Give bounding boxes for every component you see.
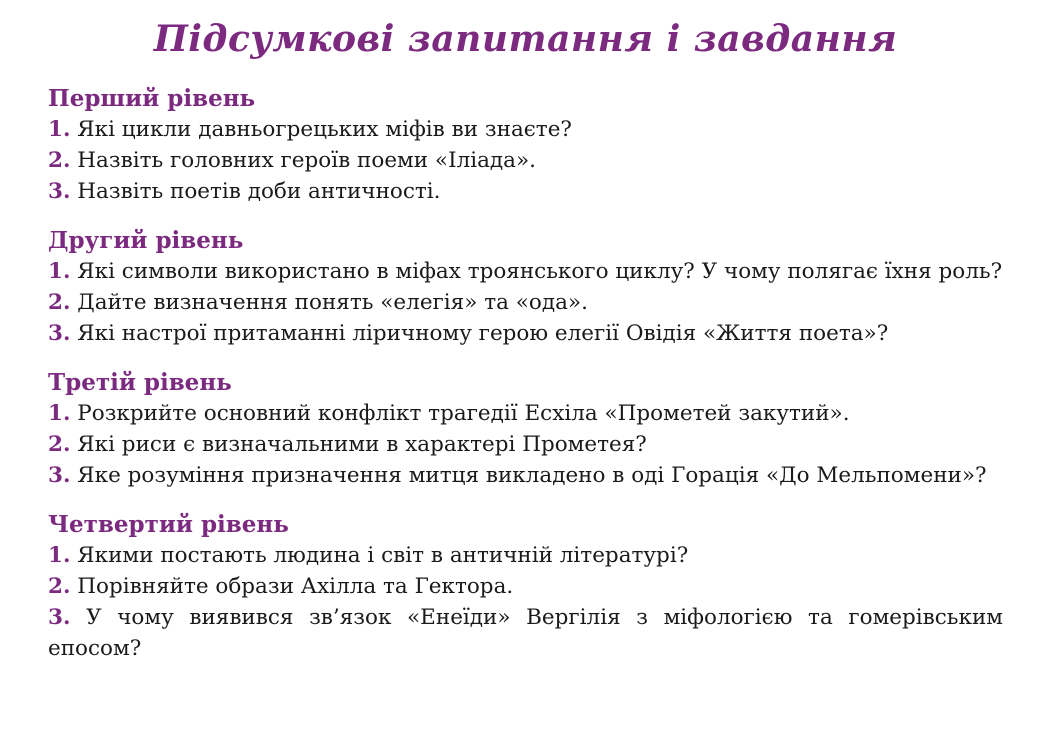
level-section-4 [48, 510, 1003, 664]
question-item [48, 429, 1003, 460]
question-item [48, 460, 1003, 491]
question-text: Порівняйте образи Ахілла та Гектора. [77, 574, 514, 599]
question-text: Яке розуміння призначення митця викладено в оді Горація «До Мельпомени»? [77, 463, 987, 488]
question-text: Які настрої притаманні ліричному герою елегії Овідія «Життя поета»? [77, 321, 889, 346]
question-text: Назвіть головних героїв поеми «Іліада». [77, 148, 536, 173]
question-number: 1. [48, 259, 71, 284]
question-number: 3. [48, 321, 71, 346]
question-item [48, 176, 1003, 207]
question-text: Дайте визначення понять «елегія» та «ода». [77, 290, 588, 315]
question-number: 1. [48, 401, 71, 426]
question-item [48, 602, 1003, 664]
question-number: 3. [48, 179, 71, 204]
question-item [48, 571, 1003, 602]
page-title: Підсумкові запитання і завдання [153, 18, 898, 60]
level-heading: Четвертий рівень [48, 511, 289, 538]
question-text: Розкрийте основний конфлікт трагедії Есхіла «Прометей закутий». [77, 401, 850, 426]
question-item [48, 114, 1003, 145]
question-item [48, 540, 1003, 571]
level-section-2 [48, 226, 1003, 349]
level-heading: Другий рівень [48, 227, 244, 254]
level-heading: Перший рівень [48, 85, 256, 112]
question-number: 2. [48, 148, 71, 173]
question-text: Якими постають людина і світ в античній літературі? [77, 543, 689, 568]
question-number: 2. [48, 432, 71, 457]
question-item [48, 256, 1003, 287]
question-item [48, 287, 1003, 318]
question-number: 2. [48, 574, 71, 599]
level-section-1 [48, 84, 1003, 207]
level-heading: Третій рівень [48, 369, 232, 396]
question-item [48, 145, 1003, 176]
question-text: Які цикли давньогрецьких міфів ви знаєте? [77, 117, 572, 142]
question-item [48, 398, 1003, 429]
question-text: Назвіть поетів доби античності. [77, 179, 441, 204]
question-text: У чому виявився зв’язок «Енеїди» Вергілія з міфологією та гомерівським епосом? [48, 605, 1003, 661]
question-number: 2. [48, 290, 71, 315]
question-item [48, 318, 1003, 349]
question-number: 3. [48, 605, 71, 630]
level-section-3 [48, 368, 1003, 491]
question-text: Які риси є визначальними в характері Прометея? [77, 432, 647, 457]
question-number: 1. [48, 117, 71, 142]
question-number: 1. [48, 543, 71, 568]
question-number: 3. [48, 463, 71, 488]
question-text: Які символи використано в міфах троянського циклу? У чому полягає їхня роль? [77, 259, 1003, 284]
